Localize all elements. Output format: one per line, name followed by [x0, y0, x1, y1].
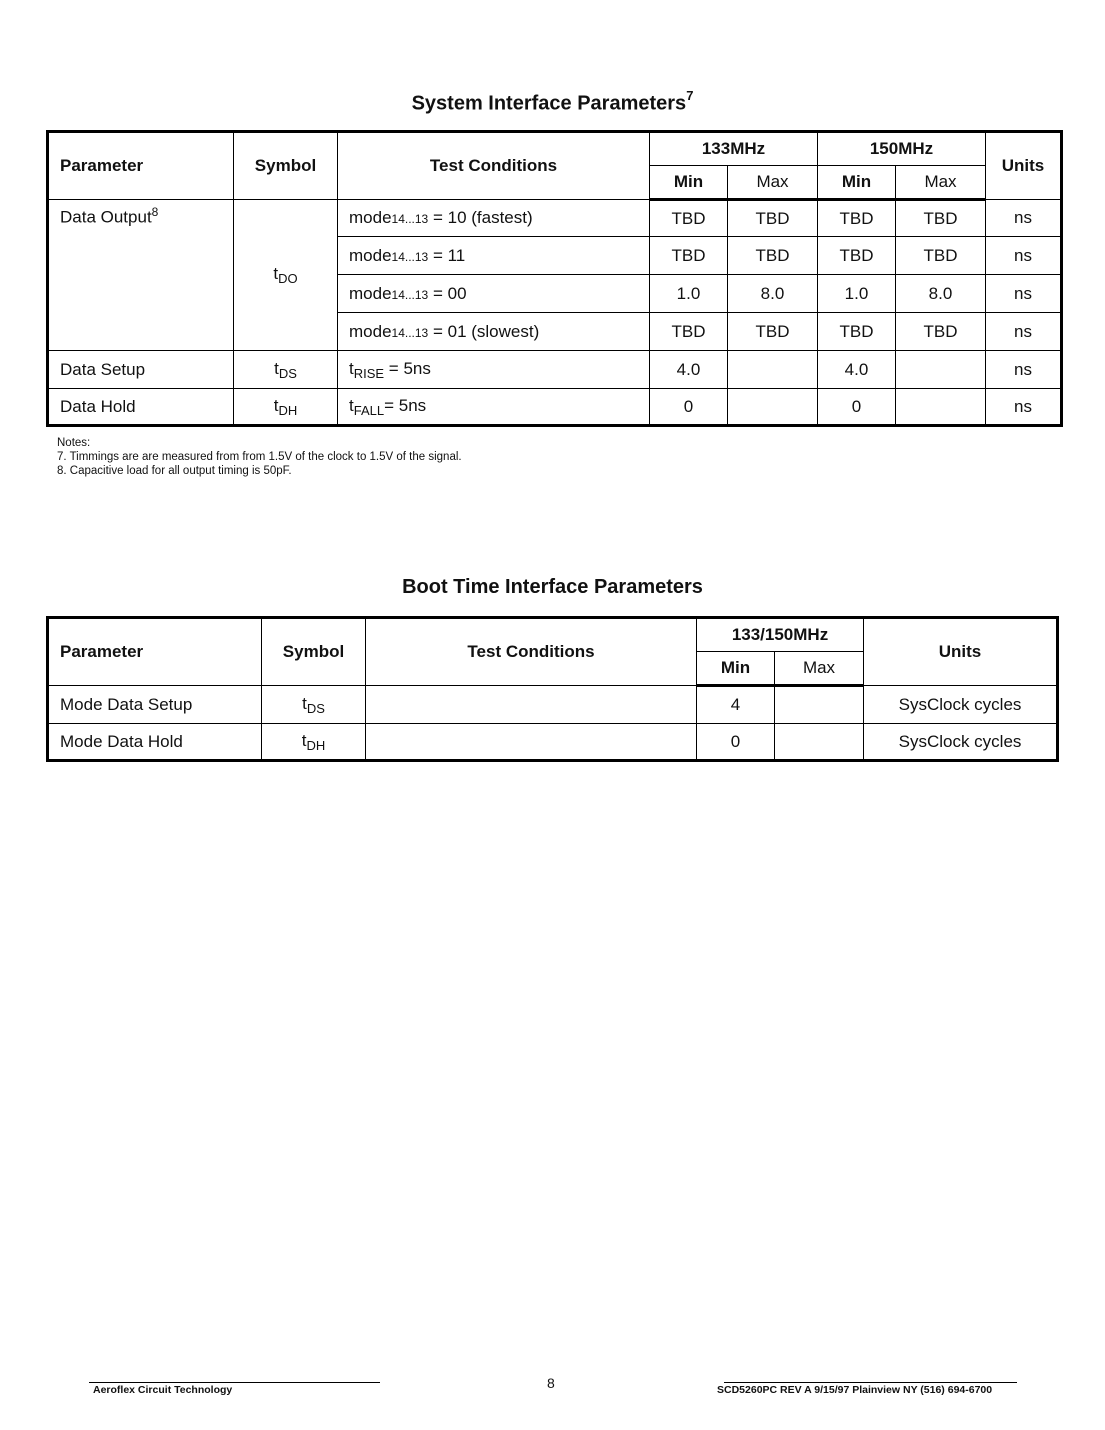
header-symbol: Symbol	[262, 618, 366, 686]
cell-units: ns	[986, 351, 1062, 389]
header-symbol: Symbol	[234, 132, 338, 200]
cond-sub: 14...13	[391, 212, 429, 226]
note-7: 7. Timmings are are measured from from 1.5V of the clock to 1.5V of the signal.	[57, 451, 462, 463]
condition-trise	[338, 351, 650, 389]
header-units: Units	[986, 132, 1062, 200]
cell-units: ns	[986, 200, 1062, 237]
param-data-output	[48, 200, 234, 351]
cell-min-150: TBD	[818, 313, 896, 351]
cond-base: t	[349, 395, 354, 415]
symbol-tdo	[234, 200, 338, 351]
header-test-conditions: Test Conditions	[338, 132, 650, 200]
cell-units: ns	[986, 389, 1062, 426]
cond-rest: = 11	[428, 245, 466, 265]
cond-sub: FALL	[353, 402, 385, 418]
cell-conditions	[366, 724, 697, 761]
symbol-sub: DH	[306, 737, 326, 753]
cond-sub: 14...13	[391, 249, 429, 264]
footer-doc-info: SCD5260PC REV A 9/15/97 Plainview NY (516) 694-6700	[717, 1384, 993, 1396]
cell-units: ns	[986, 237, 1062, 275]
cell-min-133: 1.0	[650, 275, 728, 313]
system-interface-table	[46, 130, 1063, 427]
symbol-tds	[262, 686, 366, 724]
notes	[57, 436, 462, 478]
note-8: 8. Capacitive load for all output timing is 50pF.	[57, 465, 292, 477]
condition-mode-01	[338, 313, 650, 351]
cell-min-133: 4.0	[650, 351, 728, 389]
cond-base: mode	[349, 321, 392, 341]
page-number: 8	[547, 1375, 555, 1391]
param-data-hold: Data Hold	[48, 389, 234, 426]
param-label: Data Output	[60, 207, 152, 227]
cell-max-133	[728, 389, 818, 426]
condition-tfall	[338, 389, 650, 426]
symbol-tdh	[262, 724, 366, 761]
cond-sub: 14...13	[391, 325, 429, 340]
header-150-min: Min	[818, 166, 896, 200]
cell-min-133: 0	[650, 389, 728, 426]
cell-min-133: TBD	[650, 237, 728, 275]
header-133-150mhz: 133/150MHz	[697, 618, 864, 652]
symbol-sub: DS	[306, 700, 325, 716]
notes-heading: Notes:	[57, 437, 91, 449]
symbol-base: t	[274, 358, 279, 378]
cond-base: mode	[349, 208, 392, 227]
cell-max-150	[896, 389, 986, 426]
cell-max-133: TBD	[728, 200, 818, 237]
table-row	[48, 389, 1062, 426]
cell-max-150: TBD	[896, 237, 986, 275]
symbol-sub: DS	[278, 365, 297, 381]
header-parameter: Parameter	[48, 132, 234, 200]
symbol-tdh	[234, 389, 338, 426]
cond-base: t	[349, 358, 354, 378]
header-150-max: Max	[896, 166, 986, 200]
cell-max-150	[896, 351, 986, 389]
cell-units: ns	[986, 275, 1062, 313]
condition-mode-10	[338, 200, 650, 237]
param-data-setup: Data Setup	[48, 351, 234, 389]
symbol-base: t	[302, 693, 307, 713]
cell-min: 4	[697, 686, 775, 724]
cell-units: SysClock cycles	[864, 724, 1058, 761]
cell-min-150: 1.0	[818, 275, 896, 313]
symbol-base: t	[273, 264, 279, 283]
cell-units: ns	[986, 313, 1062, 351]
header-min: Min	[697, 652, 775, 686]
title-text: System Interface Parameters	[411, 92, 687, 115]
cond-rest: = 5ns	[384, 395, 427, 415]
cell-min-150: TBD	[818, 237, 896, 275]
param-mode-data-setup: Mode Data Setup	[48, 686, 262, 724]
cond-rest: = 00	[428, 283, 467, 303]
cond-sub: RISE	[353, 365, 385, 381]
cell-max	[775, 724, 864, 761]
cell-min: 0	[697, 724, 775, 761]
cell-min-150: 0	[818, 389, 896, 426]
cell-min-133: TBD	[650, 313, 728, 351]
cell-min-150: 4.0	[818, 351, 896, 389]
cell-max-150: 8.0	[896, 275, 986, 313]
boot-time-table	[46, 616, 1059, 762]
param-mode-data-hold: Mode Data Hold	[48, 724, 262, 761]
cell-max	[775, 686, 864, 724]
cond-rest: = 5ns	[384, 358, 431, 378]
system-interface-title	[0, 90, 1105, 116]
header-units: Units	[864, 618, 1058, 686]
symbol-tds	[234, 351, 338, 389]
symbol-sub: DO	[278, 271, 298, 286]
cond-base: mode	[349, 283, 392, 303]
cond-base: mode	[349, 245, 392, 265]
cond-rest: = 01 (slowest)	[428, 321, 540, 341]
cell-max-133	[728, 351, 818, 389]
symbol-base: t	[301, 730, 307, 750]
footer-rule-right	[724, 1382, 1017, 1383]
cell-max-133: TBD	[728, 313, 818, 351]
cond-sub: 14...13	[391, 287, 429, 302]
header-parameter: Parameter	[48, 618, 262, 686]
header-133-max: Max	[728, 166, 818, 200]
cell-max-150: TBD	[896, 313, 986, 351]
cell-min-150: TBD	[818, 200, 896, 237]
header-133-min: Min	[650, 166, 728, 200]
footer-rule-left	[89, 1382, 380, 1383]
cell-conditions	[366, 686, 697, 724]
cell-max-133: 8.0	[728, 275, 818, 313]
cond-rest: = 10 (fastest)	[428, 208, 533, 227]
table-row	[48, 200, 1062, 237]
header-133mhz: 133MHz	[650, 132, 818, 166]
boot-time-title	[0, 576, 1105, 599]
title-footnote: 7	[686, 88, 694, 103]
cell-max-133: TBD	[728, 237, 818, 275]
table-row	[48, 686, 1058, 724]
symbol-sub: DH	[278, 402, 298, 418]
table-row	[48, 351, 1062, 389]
condition-mode-00	[338, 275, 650, 313]
header-150mhz: 150MHz	[818, 132, 986, 166]
table-row	[48, 724, 1058, 761]
condition-mode-11	[338, 237, 650, 275]
cell-max-150: TBD	[896, 200, 986, 237]
header-max: Max	[775, 652, 864, 686]
cell-units: SysClock cycles	[864, 686, 1058, 724]
footer-company: Aeroflex Circuit Technology	[93, 1384, 233, 1396]
header-test-conditions: Test Conditions	[366, 618, 697, 686]
param-footnote: 8	[151, 205, 159, 219]
symbol-base: t	[273, 395, 279, 415]
title-text: Boot Time Interface Parameters	[402, 576, 703, 598]
cell-min-133: TBD	[650, 200, 728, 237]
